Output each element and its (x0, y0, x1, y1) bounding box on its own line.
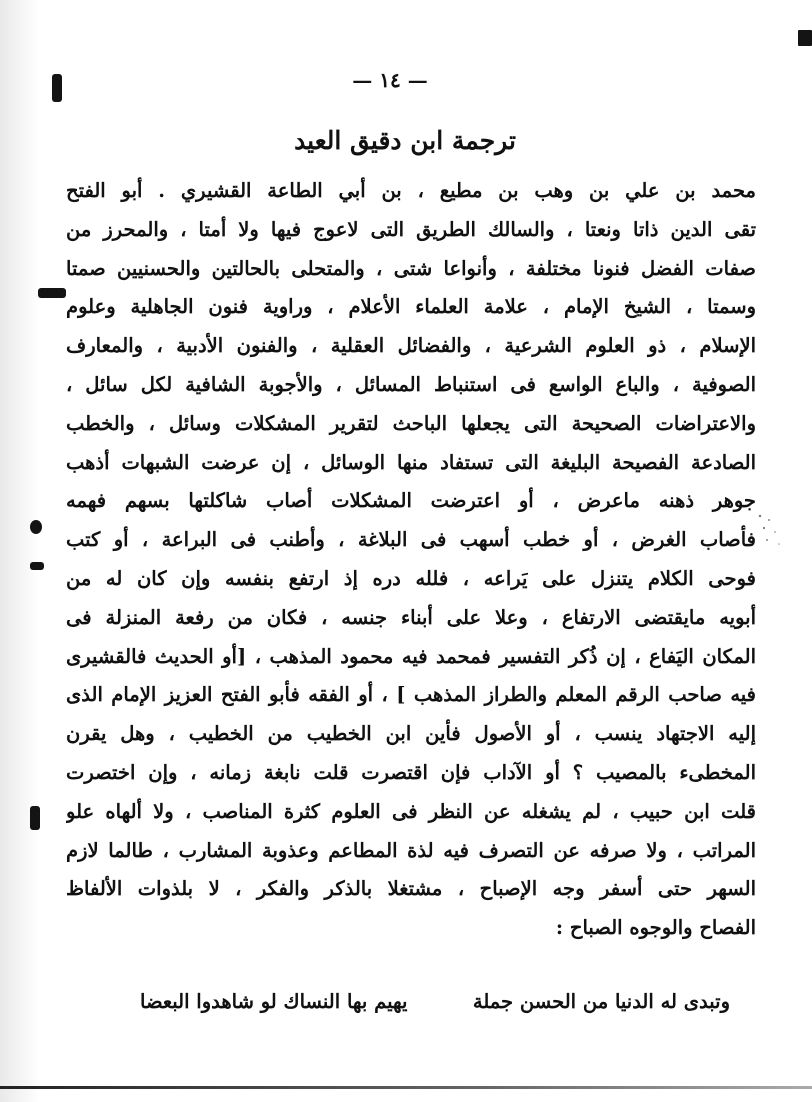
text-line: أبويه مايقتضى الارتفاع ، وعلا على أبناء جنسه ، فكان من رفعة المنزلة فى (66, 605, 756, 629)
text-line: وسمتا ، الشيخ الإمام ، علامة العلماء الأعلام ، وراوية فنون الجاهلية وعلوم (66, 295, 756, 319)
text-line: الصادعة الفصيحة البليغة التى تستفاد منها الوسائل ، إن عرضت الشبهات أذهب (66, 450, 756, 474)
text-line: محمد بن علي بن وهب بن مطيع ، بن أبي الطاعة القشيري . أبو الفتح (66, 179, 756, 202)
text-line: المخطىء بالمصيب ؟ أو الآداب فإن اقتصرت قلت نابغة زمانه ، وإن اختصرت (66, 760, 756, 784)
paper-specks (755, 510, 785, 550)
text-line: إليه الاجتهاد ينسب ، أو الأصول فأين ابن الخطيب من الخطيب ، وهل يقرن (66, 722, 756, 746)
text-line: السهر حتى أسفر وجه الإصباح ، مشتغلا بالذكر والفكر ، لا بلذوات الألفاظ (66, 877, 756, 901)
binding-punch-mark (38, 288, 66, 298)
text-line: المكان اليَفاع ، إن ذُكر التفسير فمحمد فيه محمود المذهب ، [أو الحديث فالقشيرى (66, 644, 756, 668)
text-line: المراتب ، ولا صرفه عن التصرف فيه لذة المطاعم وعذوبة المشارب ، طالما لازم (66, 838, 756, 862)
text-line: تقى الدين ذاتا ونعتا ، والسالك الطريق التى لاعوج فيها ولا أمتا ، والمحرز من (66, 217, 756, 241)
binding-shadow (0, 0, 40, 1102)
verse-second-hemistich: يهيم بها النساك لو شاهدوا البعضا (140, 990, 408, 1013)
text-line: الإسلام ، ذو العلوم الشرعية ، والفضائل العقلية ، والفنون الأدبية ، والمعارف (66, 334, 756, 358)
page-number: — ١٤ — (352, 68, 428, 92)
text-line: الفصاح والوجوه الصباح : (555, 916, 756, 940)
text-line: صفات الفضل فنونا مختلفة ، وأنواعا شتى ، والمتحلى بالحالتين والحسنيين صمتا (66, 256, 756, 280)
text-line: والاعتراضات الصحيحة التى يجعلها الباحث لتقرير المشكلات وسائل ، والخطب (66, 411, 756, 435)
text-line: الصوفية ، والباع الواسع فى استنباط المسائل ، والأجوبة الشافية لكل سائل ، (66, 372, 756, 396)
page-title: ترجمة ابن دقيق العيد (294, 126, 516, 155)
binding-punch-mark (52, 74, 62, 102)
binding-punch-mark (30, 806, 40, 830)
text-line: قلت ابن حبيب ، لم يشغله عن النظر فى العلوم كثرة المناصب ، ولا ألهاه علو (66, 799, 756, 823)
body-text (66, 172, 756, 948)
page-bottom-edge (0, 1086, 812, 1089)
text-line: جوهر ذهنه ماعرض ، أو اعترضت المشكلات أصاب شاكلتها بسهم فهمه (66, 489, 756, 513)
binding-punch-mark (30, 562, 44, 570)
binding-punch-mark (30, 520, 42, 534)
verse-first-hemistich: وتبدى له الدنيا من الحسن جملة (472, 990, 730, 1013)
text-line: فيه صاحب الرقم المعلم والطراز المذهب ] ، أو الفقه فأبو الفتح العزيز الإمام الذى (66, 683, 756, 707)
corner-mark (798, 30, 812, 46)
poetry-verse (140, 986, 730, 1018)
text-line: فأصاب الغرض ، أو خطب أسهب فى البلاغة ، وأطنب فى البراعة ، أو كتب (66, 528, 756, 552)
text-line: فوحى الكلام يتنزل على يَراعه ، فلله دره إذ ارتفع بنفسه وإن كان له من (66, 566, 756, 590)
